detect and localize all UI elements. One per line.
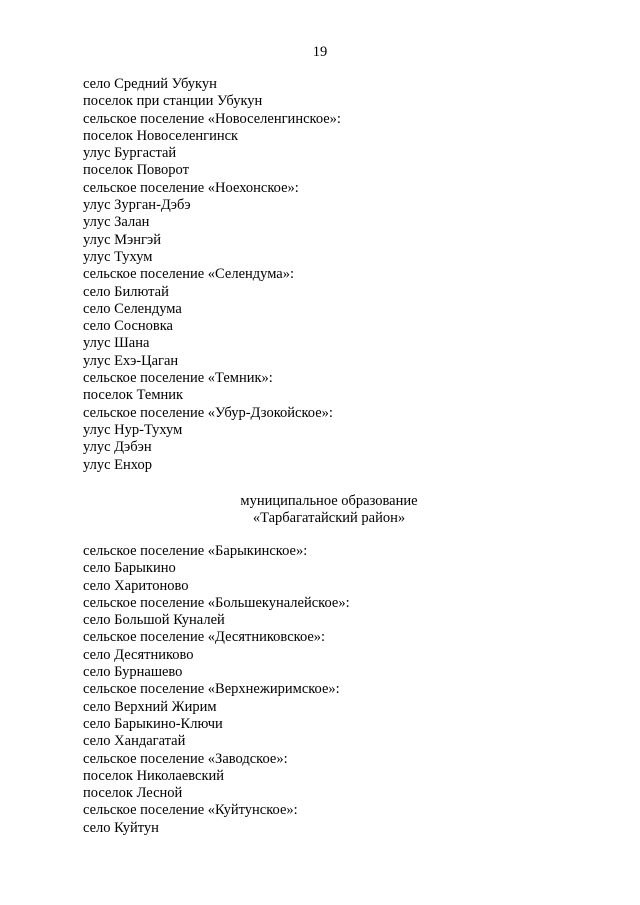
list-item: сельское поселение «Большекуналейское»:	[83, 594, 350, 611]
section-heading-line-2: «Тарбагатайский район»	[252, 510, 406, 527]
list-item: улус Залан	[83, 214, 150, 231]
settlement-list-bottom	[83, 543, 350, 837]
list-item: село Хандагатай	[83, 733, 186, 750]
list-item: село Бурнашево	[83, 664, 183, 681]
list-item: село Десятниково	[83, 646, 194, 663]
list-item: улус Енхор	[83, 456, 152, 473]
list-item: улус Зурган-Дэбэ	[83, 197, 191, 214]
list-item: сельское поселение «Новоселенгинское»:	[83, 110, 341, 127]
list-item: улус Дэбэн	[83, 439, 152, 456]
list-item: улус Шана	[83, 335, 150, 352]
settlement-list-top	[83, 76, 341, 474]
list-item: село Сосновка	[83, 318, 173, 335]
list-item: село Средний Убукун	[83, 76, 217, 92]
list-item: поселок Николаевский	[83, 767, 225, 784]
list-item: сельское поселение «Десятниковское»:	[83, 629, 326, 646]
page-number: 19	[312, 44, 328, 60]
list-item: поселок Новоселенгинск	[83, 127, 239, 144]
list-item: улус Нур-Тухум	[83, 421, 183, 438]
list-item: сельское поселение «Селендума»:	[83, 266, 294, 283]
list-item: улус Тухум	[83, 248, 153, 265]
list-item: село Харитоново	[83, 577, 189, 594]
list-item: поселок при станции Убукун	[83, 93, 263, 110]
list-item: село Барыкино	[83, 560, 176, 577]
list-item: сельское поселение «Убур-Дзокойское»:	[83, 404, 333, 421]
list-item: поселок Темник	[83, 387, 184, 404]
list-item: сельское поселение «Ноехонское»:	[83, 179, 299, 196]
section-heading-line-1: муниципальное образование	[240, 493, 418, 509]
list-item: сельское поселение «Заводское»:	[83, 750, 288, 767]
list-item: село Большой Куналей	[83, 612, 225, 629]
list-item: сельское поселение «Барыкинское»:	[83, 543, 308, 559]
list-item: село Барыкино-Ключи	[83, 715, 223, 732]
list-item: село Куйтун	[83, 819, 159, 836]
list-item: село Селендума	[83, 300, 182, 317]
list-item: сельское поселение «Верхнежиримское»:	[83, 681, 340, 698]
list-item: поселок Лесной	[83, 785, 183, 802]
list-item: улус Бургастай	[83, 145, 177, 162]
list-item: сельское поселение «Куйтунское»:	[83, 802, 298, 819]
list-item: поселок Поворот	[83, 162, 189, 179]
list-item: сельское поселение «Темник»:	[83, 370, 273, 387]
section-heading	[0, 493, 640, 528]
list-item: улус Ехэ-Цаган	[83, 352, 179, 369]
list-item: село Билютай	[83, 283, 169, 300]
list-item: улус Мэнгэй	[83, 231, 161, 248]
list-item: село Верхний Жирим	[83, 698, 217, 715]
